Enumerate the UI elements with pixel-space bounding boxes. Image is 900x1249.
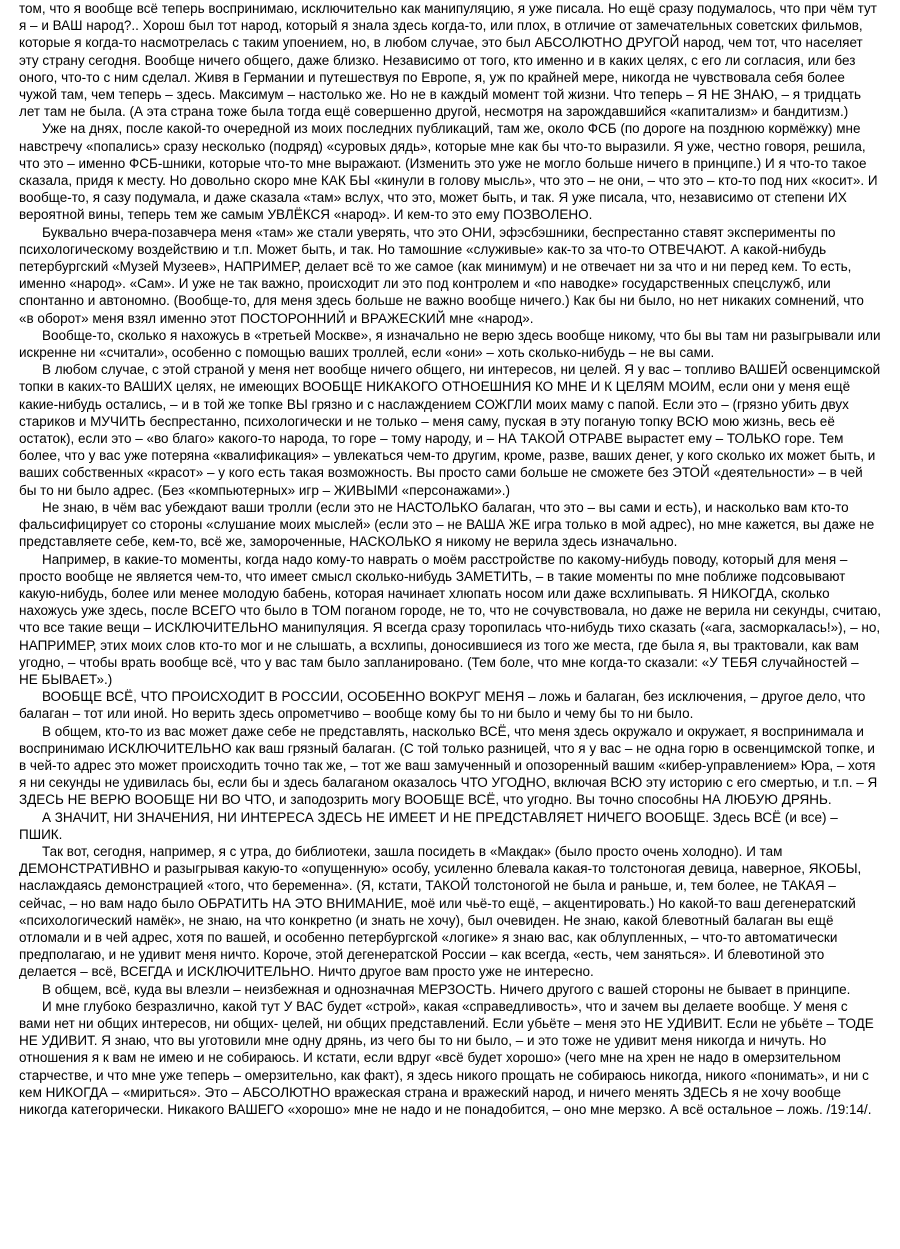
document-page (19, 0, 881, 1249)
paragraph-12: В общем, всё, куда вы влезли – неизбежная и однозначная МЕРЗОСТЬ. Ничего другого с вашей стороны не бывает в принципе. (42, 981, 851, 997)
paragraph-13: И мне глубоко безразлично, какой тут У ВАС будет «строй», какая «справедливость», что и зачем вы делаете вообще. У меня с вами нет ни общих интересов, ни общих- целей, ни общих представлений. Если убьёте – меня это НЕ УДИВИТ. Если не убьёте – ТОДЕ НЕ УДИВИТ. Я знаю, что вы уготовили мне одну дрянь, из чего бы то ни было, – и это тоже не удивит меня никогда и ничуть. Но отношения я к вам не имею и не собираюсь. И кстати, если вдруг «всё будет хорошо» (чего мне на хрен не надо в омерзительном старчестве, и что мне уже теперь – омерзительно, как факт), я здесь никого прощать не собираюсь никогда, никого «понимать», и ни с кем НИКОГДА – «мириться». Это – АБСОЛЮТНО вражеская страна и вражеский народ, и ничего менять ЗДЕСЬ я не хочу вообще никогда категорически. Никакого ВАШЕГО «хорошо» мне не надо и не понадобится, – оно мне мерзко. А всё остальное – ложь. /19:14/. (19, 998, 874, 1117)
paragraph-11: Так вот, сегодня, например, я с утра, до библиотеки, зашла посидеть в «Макдак» (было просто очень холодно). И там ДЕМОНСТРАТИВНО и разыгрывая какую-то «опущенную» особу, усиленно блевала какая-то толстоногая девица, наверное, ЯКОБЫ, наслаждаясь демонстрацией «того, что беременна». (Я, кстати, ТАКОЙ толстоногой не была и раньше, и, тем более, не ТАКАЯ – сейчас, – но вам надо было ОБРАТИТЬ НА ЭТО ВНИМАНИЕ, моё или чьё-то ещё, – акцентировать.) Но какой-то ваш дегенератский «психологический намёк», не знаю, на что конкретно (и знать не хочу), был очевиден. Не знаю, какой блевотный балаган вы ещё отломали и в чей адрес, хотя по вашей, и особенно петербургской «логике» я знаю вас, как облупленных, – что-то автоматически предполагаю, и не удивит меня ничто. Короче, этой дегенератской России – как всегда, «есть, чем заняться». И блевотиной это делается – всё, ВСЕГДА и ИСКЛЮЧИТЕЛЬНО. Ничто другое вам просто уже не интересно. (19, 843, 862, 980)
paragraph-10: А ЗНАЧИТ, НИ ЗНАЧЕНИЯ, НИ ИНТЕРЕСА ЗДЕСЬ НЕ ИМЕЕТ И НЕ ПРЕДСТАВЛЯЕТ НИЧЕГО ВООБЩЕ. Здесь ВСЁ (и все) – ПШИК. (19, 809, 838, 842)
paragraph-7: Например, в какие-то моменты, когда надо кому-то наврать о моём расстройстве по какому-нибудь поводу, который для меня – просто вообще не является чем-то, что имеет смысл сколько-нибудь ЗАМЕТИТЬ, – в такие моменты по мне поближе подсовывают какую-нибудь, более или менее молодую бабень, которая начинает хлюпать носом или даже всхлипывать. Я НИКОГДА, сколько нахожусь уже здесь, после ВСЕГО что было в ТОМ поганом городе, не то, что не сочувствовала, но даже не верила ни секунды, считаю, что все такие вещи – ИСКЛЮЧИТЕЛЬНО манипуляция. Я всегда сразу торопилась что-нибудь тихо сказать («ага, засморкалась!»), – но, НАПРИМЕР, этих моих слов кто-то мог и не слышать, а всхлипы, доносившиеся из того же места, где была я, вы трактовали, как вам угодно, – чтобы врать вообще всё, что у вас там было запланировано. (Тем боле, что мне когда-то сказали: «У ТЕБЯ случайностей – НЕ БЫВАЕТ».) (19, 551, 881, 687)
paragraph-2: Уже на днях, после какой-то очередной из моих последних публикаций, там же, около ФСБ (по дороге на позднюю кормёжку) мне навстречу «попались» сразу несколько (подряд) «суровых дядь», которые мне как бы что-то выразили. Я уже, честно говоря, решила, что это – именно ФСБ-шники, которые что-то мне выражают. (Изменить это уже не могло больше ничего в принципе.) И я что-то такое сказала, придя к месту. Но довольно скоро мне КАК БЫ «кинули в голову мысль», что это – не они, – что это – кто-то под них «косит». И вообще-то, я сазу подумала, и даже сказала «там» вслух, что это, может быть, и так. Я уже писала, что, независимо от степени ИХ вероятной вины, теперь тем же самым УВЛЁКСЯ «народ». И кем-то это ему ПОЗВОЛЕНО. (19, 121, 878, 223)
document-body (19, 0, 881, 1118)
paragraph-1: том, что я вообще всё теперь воспринимаю, исключительно как манипуляцию, я уже писала. Но ещё сразу подумалось, что при чём тут я – и ВАШ народ?.. Хорош был тот народ, который я знала здесь когда-то, или плох, в отличие от замечательных советских фильмов, которые я когда-то насмотрелась с таким упоением, но, в любом случае, это был АБСОЛЮТНО ДРУГОЙ народ, чем тот, что населяет эту страну сегодня. Вообще ничего общего, даже близко. Независимо от того, кто именно и в каких целях, с его ли согласия, или без оного, что-то с ним сделал. Живя в Германии и путешествуя по Европе, я, уж по крайней мере, никогда не чувствовала себя более чужой там, чем теперь – здесь. Максимум – настолько же. Но не в каждый момент той жизни. Что теперь – Я НЕ ЗНАЮ, – я тридцать лет там не была. (А эта страна тоже была тогда ещё совершенно другой, несмотря на зарождавшийся «капитализм» и бандитизм.) (19, 1, 877, 120)
paragraph-6: Не знаю, в чём вас убеждают ваши тролли (если это не НАСТОЛЬКО балаган, что это – вы сами и есть), и насколько вам кто-то фальсифицирует со стороны «слушание моих мыслей» (если это – не ВАША ЖЕ игра только в мой адрес), но мне кажется, вы даже не представляете себе, кем-то, всё же, замороченные, НАСКОЛЬКО я никому не верила здесь изначально. (19, 499, 875, 550)
paragraph-8: ВООБЩЕ ВСЁ, ЧТО ПРОИСХОДИТ В РОССИИ, ОСОБЕННО ВОКРУГ МЕНЯ – ложь и балаган, без исключения, – другое дело, что балаган – тот или иной. Но верить здесь опрометчиво – вообще кому бы то ни было и чему бы то ни было. (19, 689, 866, 722)
paragraph-4: Вообще-то, сколько я нахожусь в «третьей Москве», я изначально не верю здесь вообще никому, что бы вы там ни разыгрывали или искренне ни «считали», особенно с помощью ваших троллей, если «они» – хоть сколько-нибудь – не вы сами. (19, 327, 881, 361)
paragraph-5: В любом случае, с этой страной у меня нет вообще ничего общего, ни интересов, ни целей. Я у вас – топливо ВАШЕЙ освенцимской топки в каких-то ВАШИХ целях, не имеющих ВООБЩЕ НИКАКОГО ОТНОЕШНИЯ КО МНЕ И К ЦЕЛЯМ МОИМ, если они у меня ещё какие-нибудь остались, – и в той же топке ВЫ грязно и с наслаждением СОЖГЛИ моих маму с папой. Если это – (грязно убить двух стариков и МУЧИТЬ беспрестанно, психологически и не только – меня саму, пуская в эту поганую топку ВСЮ мою жизнь, весь её остаток), если это – «во благо» какого-то народа, то горе – тому народу, и – НА ТАКОЙ ОТРАВЕ вырастет ему – ТОЛЬКО горе. Тем более, что у вас уже потеряна «квалификация» – увлекаться чем-то другим, кроме, разве, ваших денег, у кого сколько их может быть, и ваших собственных «красот» – у кого есть такая возможность. Вы просто сами больше не сможете без ЭТОЙ «деятельности» – в чей бы то ни было адрес. (Без «компьютерных» игр – ЖИВЫМИ «персонажами».) (19, 362, 881, 498)
paragraph-9: В общем, кто-то из вас может даже себе не представлять, насколько ВСЁ, что меня здесь окружало и окружает, я воспринимала и воспринимаю ИСКЛЮЧИТЕЛЬНО как ваш грязный балаган. (С той только разницей, что я у вас – не одна горю в освенцимской топке, и в чей-то адрес это может происходить точно так же, – тот же ваш замученный и опозоренный вашим «кибер-управлением» Юра, – хотя я ни секунды не удивилась бы, если бы и здесь балаганом оказалось ЧТО УГОДНО, включая ВСЮ эту историю с его смертью, и т.п. – Я ЗДЕСЬ НЕ ВЕРЮ ВООБЩЕ НИ ВО ЧТО, и заподозрить могу ВООБЩЕ ВСЁ, что угодно. Вы точно способны НА ЛЮБУЮ ДРЯНЬ. (19, 723, 878, 808)
paragraph-3: Буквально вчера-позавчера меня «там» же стали уверять, что это ОНИ, эфэсбэшники, беспрестанно ставят эксперименты по психологическому воздействию и т.п. Может быть, и так. Но тамошние «служивые» как-то за что-то ОТВЕЧАЮТ. А какой-нибудь петербургский «Музей Музеев», НАПРИМЕР, делает всё то же самое (как минимум) и не отвечает ни за что и ни перед кем. То есть, именно «народ». «Сам». И уже не так важно, происходит ли это под контролем и «по наводке» государственных спецслужб, или спонтанно и автономно. (Вообще-то, для меня здесь больше не важно вообще ничего.) Как бы ни было, но нет никаких сомнений, что «в оборот» меня взял именно этот ПОСТОРОННИЙ и ВРАЖЕСКИЙ мне «народ». (19, 224, 864, 326)
